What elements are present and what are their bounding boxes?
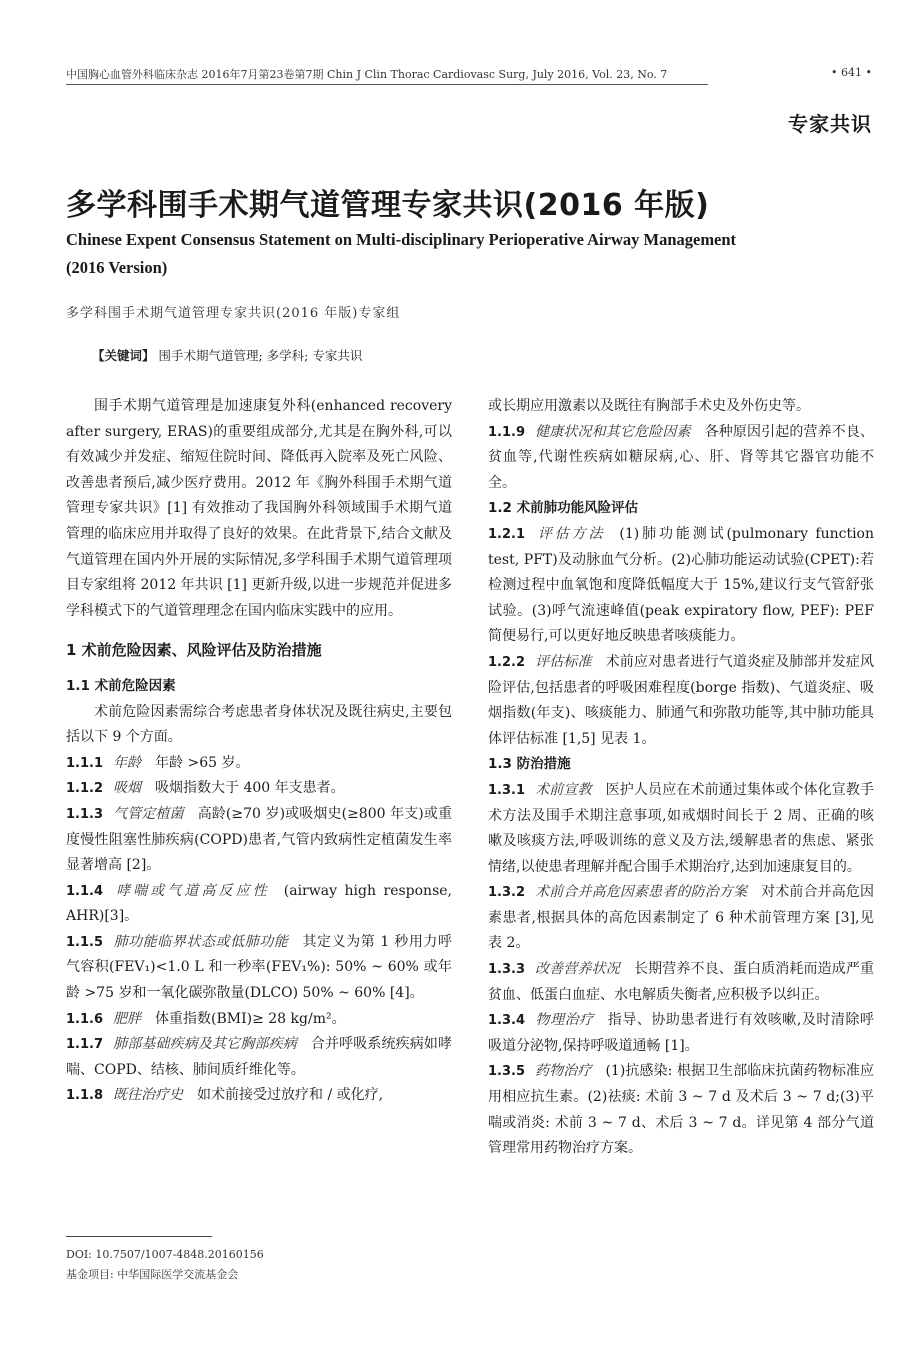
list-item: 1.3.1 术前宣教 医护人员应在术前通过集体或个体化宣教手术方法及围手术期注意事项,如戒烟时间长于 2 周、正确的咳嗽及咳痰方法,呼吸训练的意义及方法,缓解患者的焦虑、紧张情绪,以使患者理解并配合围手术期治疗,达到加速康复目的。 <box>488 781 875 875</box>
intro-paragraph: 围手术期气道管理是加速康复外科(enhanced recovery after surgery, ERAS)的重要组成部分,尤其是在胸外科,可以有效减少并发症、缩短住院时间、降低再入院率及死亡风险、改善患者预后,减少医疗费用。2012 年《胸外科围手术期气道管理专家共识》[1] 有效推动了我国胸外科领域围手术期气道管理的临床应用并取得了良好的效果。在此背景下,结合文献及气道管理在国内外开展的实际情况,多学科围手术期气道管理项目专家组将 2012 年共识 [1] 更新升级,以进一步规范并促进多学科模式下的气道管理理念在国内临床实践中的应用。 <box>66 398 452 619</box>
left-column <box>66 394 452 1109</box>
fund-note: 基金项目: 中华国际医学交流基金会 <box>66 1268 239 1281</box>
list-item: 1.1.8 既往治疗史 如术前接受过放疗和 / 或化疗, <box>66 1087 384 1104</box>
section-1-heading: 1 术前危险因素、风险评估及防治措施 <box>66 641 322 660</box>
list-item: 1.3.2 术前合并高危因素患者的防治方案 对术前合并高危因素患者,根据具体的高危因素制定了 6 种术前管理方案 [3],见表 2。 <box>488 884 875 952</box>
list-item: 1.3.5 药物治疗 (1)抗感染: 根据卫生部临床抗菌药物标准应用相应抗生素。(2)祛痰: 术前 3 ~ 7 d 及术后 3 ~ 7 d;(3)平喘或消炎: 术前 3 ~ 7 d、术后 3 ~ 7 d。详见第 4 部分气道管理常用药物治疗方案。 <box>488 1063 875 1157</box>
right-column <box>488 394 874 1162</box>
list-item: 1.2.2 评估标准 术前应对患者进行气道炎症及肺部并发症风险评估,包括患者的呼吸困难程度(borge 指数)、气道炎症、吸烟指数(年支)、咳痰能力、肺通气和弥散功能等,其中肺功能具体评估标准 [1,5] 见表 1。 <box>488 653 875 747</box>
section-1-1-paragraph: 术前危险因素需综合考虑患者身体状况及既往病史,主要包括以下 9 个方面。 <box>66 703 452 746</box>
doi: DOI: 10.7507/1007-4848.20160156 <box>66 1248 264 1261</box>
header-rule <box>66 84 708 85</box>
list-item: 1.2.1 评估方法 (1)肺功能测试(pulmonary function test, PFT)及动脉血气分析。(2)心肺功能运动试验(CPET):若检测过程中血氧饱和度降低幅度大于 15%,建议行支气管舒张试验。(3)呼气流速峰值(peak expiratory flow, PEF): PEF 简便易行,可以更好地反映患者咳痰能力。 <box>488 525 874 645</box>
title-chinese: 多学科围手术期气道管理专家共识(2016 年版) <box>66 188 710 223</box>
footnote-rule <box>66 1236 212 1237</box>
list-item: 1.1.4 哮喘或气道高反应性 (airway high response, AHR)[3]。 <box>66 882 452 925</box>
list-item: 1.1.7 肺部基础疾病及其它胸部疾病 合并呼吸系统疾病如哮喘、COPD、结核、肺间质纤维化等。 <box>66 1036 453 1078</box>
section-1-2-heading: 1.2 术前肺功能风险评估 <box>488 500 639 517</box>
list-item: 1.1.5 肺功能临界状态或低肺功能 其定义为第 1 秒用力呼气容积(FEV₁)<1.0 L 和一秒率(FEV₁%): 50% ~ 60% 或年龄 >75 岁和一氧化碳弥散量(DLCO) 50% ~ 60% [4]。 <box>66 933 453 1002</box>
section-1-1-heading: 1.1 术前危险因素 <box>66 677 176 694</box>
list-item: 1.1.1 年龄 年龄 >65 岁。 <box>66 754 250 771</box>
running-head: 中国胸心血管外科临床杂志 2016年7月第23卷第7期 Chin J Clin Thorac Cardiovasc Surg, July 2016, Vol. 23, No. 7 <box>66 68 668 81</box>
keywords-text: 围手术期气道管理; 多学科; 专家共识 <box>158 348 363 363</box>
list-item: 1.1.6 肥胖 体重指数(BMI)≥ 28 kg/m²。 <box>66 1010 346 1027</box>
list-item: 1.3.3 改善营养状况 长期营养不良、蛋白质消耗而造成严重贫血、低蛋白血症、水电解质失衡者,应积极予以纠正。 <box>488 961 875 1003</box>
keywords <box>92 346 362 364</box>
list-item: 1.1.9 健康状况和其它危险因素 各种原因引起的营养不良、贫血等,代谢性疾病如糖尿病,心、肝、肾等其它器官功能不全。 <box>488 423 875 491</box>
page-number: • 641 • <box>831 66 872 79</box>
section-1-3-heading: 1.3 防治措施 <box>488 756 571 773</box>
list-item: 1.1.2 吸烟 吸烟指数大于 400 年支患者。 <box>66 780 345 797</box>
continued-paragraph: 或长期应用激素以及既往有胸部手术史及外伤史等。 <box>488 398 810 414</box>
title-english: Chinese Expent Consensus Statement on Multi-disciplinary Perioperative Airway Management (2016 Version) <box>66 230 737 277</box>
author-group: 多学科围手术期气道管理专家共识(2016 年版)专家组 <box>66 306 401 321</box>
keywords-label: 【关键词】 <box>92 348 155 363</box>
list-item: 1.1.3 气管定植菌 高龄(≥70 岁)或吸烟史(≥800 年支)或重度慢性阻塞性肺疾病(COPD)患者,气管内致病性定植菌发生率显著增高 [2]。 <box>66 805 452 874</box>
section-label: 专家共识 <box>788 112 872 136</box>
list-item: 1.3.4 物理治疗 指导、协助患者进行有效咳嗽,及时清除呼吸道分泌物,保持呼吸道通畅 [1]。 <box>488 1012 875 1054</box>
